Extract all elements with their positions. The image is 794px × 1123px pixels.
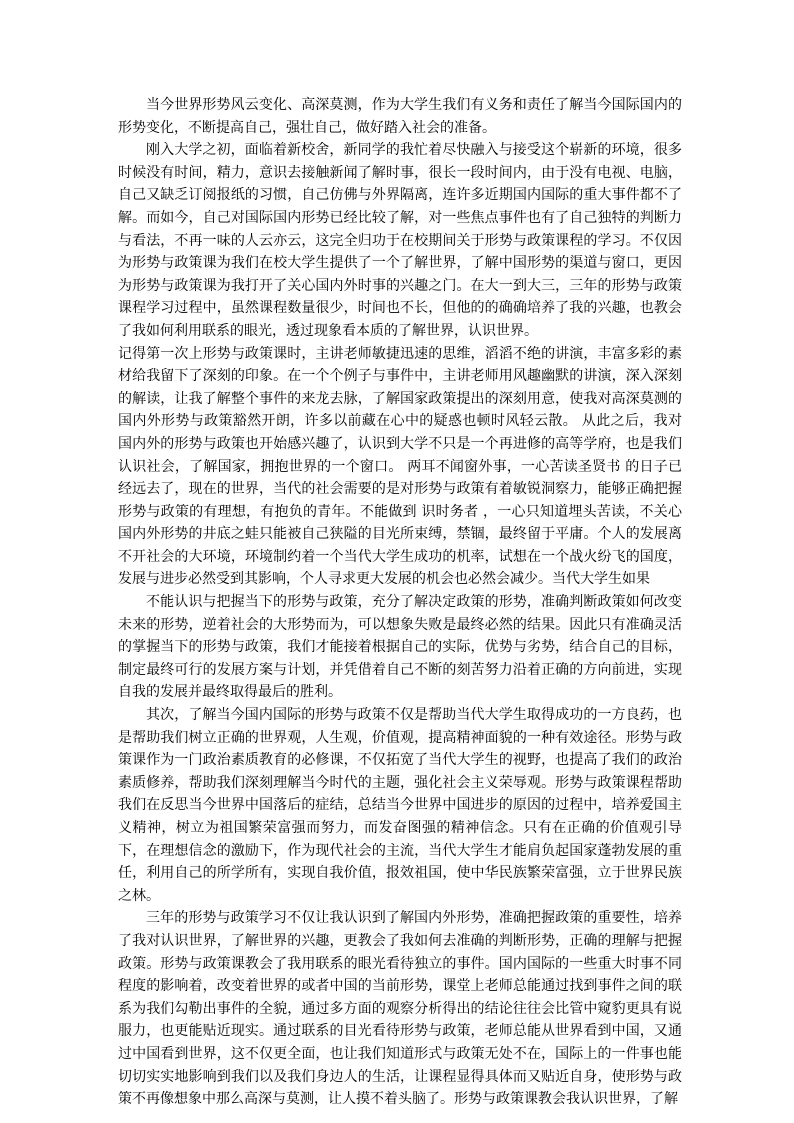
paragraph-4: 不能认识与把握当下的形势与政策，充分了解决定政策的形势，准确判断政策如何改变未来的形势，逆着社会的大形势而为，可以想象失败是最终必然的结果。因此只有准确灵活的掌握当下的形势与政策，我们才能接着根据自己的实际，优势与劣势，结合自己的目标，制定最终可行的发展方案与计划，并凭借着自己不断的刻苦努力沿着正确的方向前进，实现自我的发展并最终取得最后的胜利。	[118, 594, 682, 701]
paragraph-2: 刚入大学之初，面临着新校舍，新同学的我忙着尽快融入与接受这个崭新的环境，很多时候没有时间，精力，意识去接触新闻了解时事，很长一段时间内，由于没有电视、电脑，自己又缺乏订阅报纸的习惯，自己仿佛与外界隔离，连许多近期国内国际的重大事件都不了解。而如今，自己对国际国内形势已经比较了解，对一些焦点事件也有了自己独特的判断力与看法，不再一味的人云亦云，这完全归功于在校期间关于形势与政策课程的学习。不仅因为形势与政策课为我们在校大学生提供了一个了解世界，了解中国形势的渠道与窗口，更因为形势与政策课为我打开了关心国内外时事的兴趣之门。在大一到大三，三年的形势与政策课程学习过程中，虽然课程数量很少，时间也不长，但他的的确确培养了我的兴趣，也教会了我如何利用联系的眼光，透过现象看本质的了解世界，认识世界。	[118, 142, 682, 339]
paragraph-6: 三年的形势与政策学习不仅让我认识到了解国内外形势，准确把握政策的重要性，培养了我对认识世界，了解世界的兴趣，更教会了我如何去准确的判断形势，正确的理解与把握政策。形势与政策课教会了我用联系的眼光看待独立的事件。国内国际的一些重大时事不同程度的影响着，改变着世界的或者中国的当前形势，课堂上老师总能通过找到事件之间的联系为我们勾勒出事件的全貌，通过多方面的观察分析得出的结论往往会比管中窥豹更具有说服力，也更能贴近现实。通过联系的目光看待形势与政策，老师总能从世界看到中国，又通过中国看到世界，这不仅更全面，也让我们知道形式与政策无处不在，国际上的一件事也能切切实实地影响到我们以及我们身边人的生活，让课程显得具体而又贴近自身，使形势与政策不再像想象中那么高深与莫测，让人摸不着头脑了。形势与政策课教会我认识世界，了解	[118, 910, 682, 1108]
paragraph-1: 当今世界形势风云变化、高深莫测，作为大学生我们有义务和责任了解当今国际国内的形势变化，不断提高自己，强壮自己，做好踏入社会的准备。	[118, 97, 682, 136]
document-body	[118, 94, 682, 1111]
paragraph-3: 记得第一次上形势与政策课时，主讲老师敏捷迅速的思维，滔滔不绝的讲演，丰富多彩的素材给我留下了深刻的印象。在一个个例子与事件中，主讲老师用风趣幽默的讲演，深入深刻的解读，让我了解整个事件的来龙去脉，了解国家政策提出的深刻用意，使我对高深莫测的国内外形势与政策豁然开朗，许多以前藏在心中的疑惑也顿时风轻云散。 从此之后，我对国内外的形势与政策也开始感兴趣了，认识到大学不只是一个再进修的高等学府，也是我们认识社会，了解国家，拥抱世界的一个窗口。 两耳不闻窗外事，一心苦读圣贤书 的日子已经远去了，现在的世界，当代的社会需要的是对形势与政策有着敏锐洞察力，能够正确把握形势与政策的有理想，有抱负的青年。不能做到 识时务者 ，一心只知道埋头苦读，不关心国内外形势的井底之蛙只能被自己狭隘的目光所束缚，禁锢，最终留于平庸。个人的发展离不开社会的大环境，环境制约着一个当代大学生成功的机率，试想在一个战火纷飞的国度，发展与进步必然受到其影响，个人寻求更大发展的机会也必然会减少。当代大学生如果	[118, 345, 682, 588]
paragraph-5: 其次，了解当今国内国际的形势与政策不仅是帮助当代大学生取得成功的一方良药，也是帮助我们树立正确的世界观，人生观，价值观，提高精神面貌的一种有效途径。形势与政策课作为一门政治素质教育的必修课，不仅拓宽了当代大学生的视野，也提高了我们的政治素质修养，帮助我们深刻理解当今时代的主题，强化社会主义荣辱观。形势与政策课程帮助我们在反思当今世界中国落后的症结，总结当今世界中国进步的原因的过程中，培养爱国主义精神，树立为祖国繁荣富强而努力，而发奋图强的精神信念。只有在正确的价值观引导下，在理想信念的激励下，作为现代社会的主流，当代大学生才能肩负起国家蓬勃发展的重任，利用自己的所学所有，实现自我价值，报效祖国，使中华民族繁荣富强，立于世界民族之林。	[118, 707, 682, 904]
